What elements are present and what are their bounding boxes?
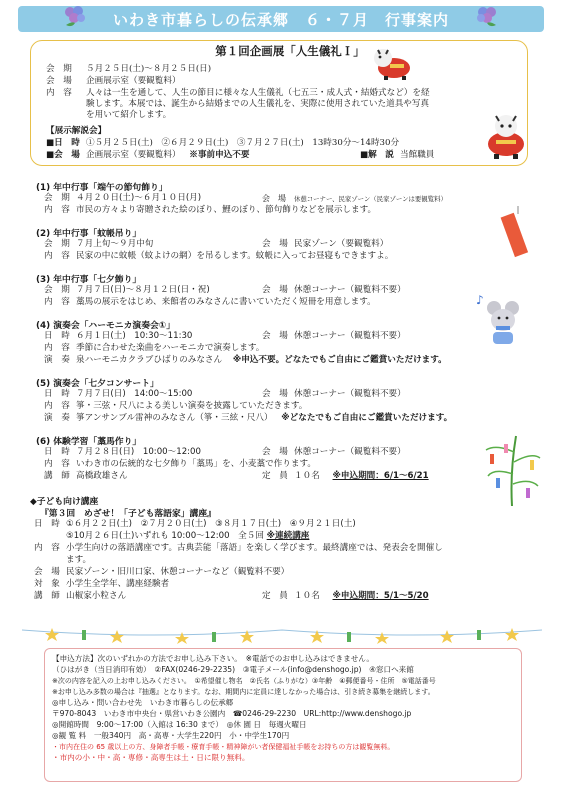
- apply-options: （ひはがき（当日消印有効） ②FAX(0246-29-2235) ③電子メール(info@denshogo.jp) ④窓口へ来館: [52, 665, 414, 674]
- red-cow-doll-icon: [484, 110, 530, 160]
- hydrangea-icon: [62, 3, 88, 29]
- talk-guide: ■解 説 当館職員: [360, 150, 435, 160]
- event-3-venue: 会 場 休憩コーナー（観覧料不要）: [262, 285, 406, 295]
- apply-lottery-note: ※お申し込み多数の場合は『抽選』となります。なお、期間内に定員に達しなかった場合は、引き続き募集を継続します。: [52, 688, 435, 696]
- svg-text:♪: ♪: [476, 293, 484, 307]
- event-4-date: 日 時 ６月１日(土) 10:30～11:30: [44, 331, 193, 341]
- event-2-content: 内 容 民家の中に蚊帳（蚊よけの網）を吊るします。蚊帳に入ってお昼寝もできますよ。: [44, 251, 394, 261]
- student-free-note: ・市内の小・中・高・専修・高専生は土・日に限り無料。: [52, 753, 250, 762]
- kids-content: 内 容 小学生向けの落語講座です。古典芸能「落語」を楽しく学びます。最終講座では、発表会を開催し: [34, 543, 443, 553]
- exhibition-period: 会 期 ５月２５日(土)～８月２５日(日): [46, 64, 212, 74]
- hydrangea-icon: [474, 3, 500, 29]
- kids-content-line: ます。: [66, 555, 92, 565]
- event-2-period: 会 期 ７月上旬～９月中旬: [44, 239, 154, 249]
- exhibition-content: 内 容 人々は一生を通して、人生の節目に様々な人生儀礼（七五三・成人式・結婚式など）を経: [46, 88, 430, 98]
- event-3-period: 会 期 ７月７日(日)～８月１２日(日・祝): [44, 285, 210, 295]
- exhibition-content-line: 験します。本展では、誕生から結婚までの人生儀礼を、実際に使用されていた道具や写真: [86, 99, 430, 109]
- event-2-title: (2) 年中行事「蚊帳吊り」: [36, 229, 142, 239]
- exhibition-venue: 会 場 企画展示室（要観覧料）: [46, 76, 181, 86]
- event-5-title: (5) 演奏会「七夕コンサート」: [36, 379, 159, 389]
- kids-dates: 日 時 ①６月２２日(土) ②７月２０日(土) ③８月１７日(土) ④９月２１日(土): [34, 519, 356, 529]
- kids-venue: 会 場 民家ゾーン・旧川口家、休憩コーナーなど（観覧料不要）: [34, 567, 290, 577]
- contact-heading: ◎申し込み・問い合わせ先 いわき市暮らしの伝承郷: [52, 698, 234, 707]
- kids-dates-line: ⑤10月２６日(土)いずれも 10:00～12:00 全５回 ※連続講座: [66, 531, 310, 541]
- star-garland: [22, 624, 542, 644]
- event-6-content: 内 容 いわき市の伝統的な七夕飾り「藁馬」を、小麦藁で作ります。: [44, 459, 316, 469]
- event-1-venue: 会 場 休憩コーナー、民家ゾーン（民家ゾーンは要観覧料）: [262, 194, 447, 203]
- talk-venue: ■会 場 企画展示室（要観覧料） ※事前申込不要: [46, 150, 250, 160]
- event-4-venue: 会 場 休憩コーナー（観覧料不要）: [262, 331, 406, 341]
- event-4-performer: 演 奏 泉ハーモニカクラブひばりのみなさん ※申込不要。どなたでもご自由にご鑑賞いただけます。: [44, 355, 447, 365]
- event-1-period: 会 期 ４月２０日(土)～６月１０日(月): [44, 193, 202, 203]
- event-3-content: 内 容 藁馬の展示をはじめ、来館者のみなさんに書いていただく短冊を用意します。: [44, 297, 376, 307]
- free-admission-note: ・市内在住の 65 歳以上の方、身障者手帳・療育手帳・精神障がい者保健福祉手帳をお持ちの方は観覧無料。: [52, 743, 395, 751]
- event-4-content: 内 容 季節に合わせた楽曲をハーモニカで演奏します。: [44, 343, 265, 353]
- kids-capacity: 定 員 １０名 ※申込期間：5/1～5/20: [262, 591, 429, 601]
- event-1-content: 内 容 市民の方々より寄贈された絵のぼり、鯉のぼり、節句飾りなどを展示します。: [44, 205, 377, 215]
- event-2-venue: 会 場 民家ゾーン（要観覧料）: [262, 239, 389, 249]
- event-3-title: (3) 年中行事「七夕飾り」: [36, 275, 142, 285]
- admission-fee: ◎観 覧 料 一般340円 高・高専・大学生220円 小・中学生170円: [52, 731, 290, 740]
- kids-target: 対 象 小学生全学年、講座経験者: [34, 579, 170, 589]
- tanzaku-icon: [498, 206, 538, 262]
- event-6-capacity: 定 員 １０名 ※申込期間：6/1～6/21: [262, 471, 429, 481]
- event-6-venue: 会 場 休憩コーナー（観覧料不要）: [262, 447, 406, 457]
- bamboo-tanabata-icon: [482, 432, 544, 506]
- event-5-content: 内 容 箏・三弦・尺八による美しい演奏を披露していただきます。: [44, 401, 308, 411]
- event-1-title: (1) 年中行事「端午の節句飾り」: [36, 183, 168, 193]
- red-cow-doll-icon: [370, 42, 414, 82]
- event-4-title: (4) 演奏会「ハーモニカ演奏会①」: [36, 321, 176, 331]
- kids-header: ◆子ども向け講座: [30, 497, 99, 507]
- exhibition-content-line: を用いて紹介します。: [86, 110, 172, 120]
- event-5-date: 日 時 ７月７日(日) 14:00～15:00: [44, 389, 193, 399]
- event-6-title: (6) 体験学習「藁馬作り」: [36, 437, 142, 447]
- event-6-teacher: 講 師 高橋政雄さん: [44, 471, 128, 481]
- page-title: いわき市暮らしの伝承郷 ６・７月 行事案内: [112, 10, 449, 29]
- talk-dates: ■日 時 ①５月２５日(土) ②６月２９日(土) ③７月２７日(土) 13時30分～14時30分: [46, 138, 400, 148]
- event-6-date: 日 時 ７月２８日(日) 10:00～12:00: [44, 447, 201, 457]
- event-5-performer: 演 奏 箏アンサンブル雷神のみなさん（箏・三絃・尺八） ※どなたでもご自由にご鑑賞いただけます。: [44, 413, 453, 423]
- kids-teacher: 講 師 山椒家小粒さん: [34, 591, 127, 601]
- talk-header: 【展示解説会】: [46, 126, 107, 136]
- opening-hours: ◎開館時間 9:00～17:00（入館は 16:30 まで） ◎休 園 日 毎週火曜日: [52, 720, 307, 729]
- event-5-venue: 会 場 休憩コーナー（観覧料不要）: [262, 389, 406, 399]
- apply-required-fields: ※次の内容を記入の上お申し込みください。 ①希望催し物名 ②氏名（ふりがな）③年齢 ④郵便番号・住所 ⑤電話番号: [52, 677, 436, 685]
- exhibition-title: 第１回企画展「人生儀礼Ｉ」: [215, 44, 365, 58]
- mouse-harmonica-icon: [474, 290, 526, 346]
- contact-address: 〒970-8043 いわき市中央台・県営いわき公園内 ☎0246-29-2230 URL:http://www.denshogo.jp: [52, 709, 412, 718]
- apply-method: 【申込方法】次のいずれかの方法でお申し込み下さい。 ※電話でのお申し込みはできません。: [52, 654, 374, 663]
- kids-title: 『第３回 めざせ！「子ども落語家」講座』: [40, 509, 216, 519]
- title-bar: [18, 6, 544, 32]
